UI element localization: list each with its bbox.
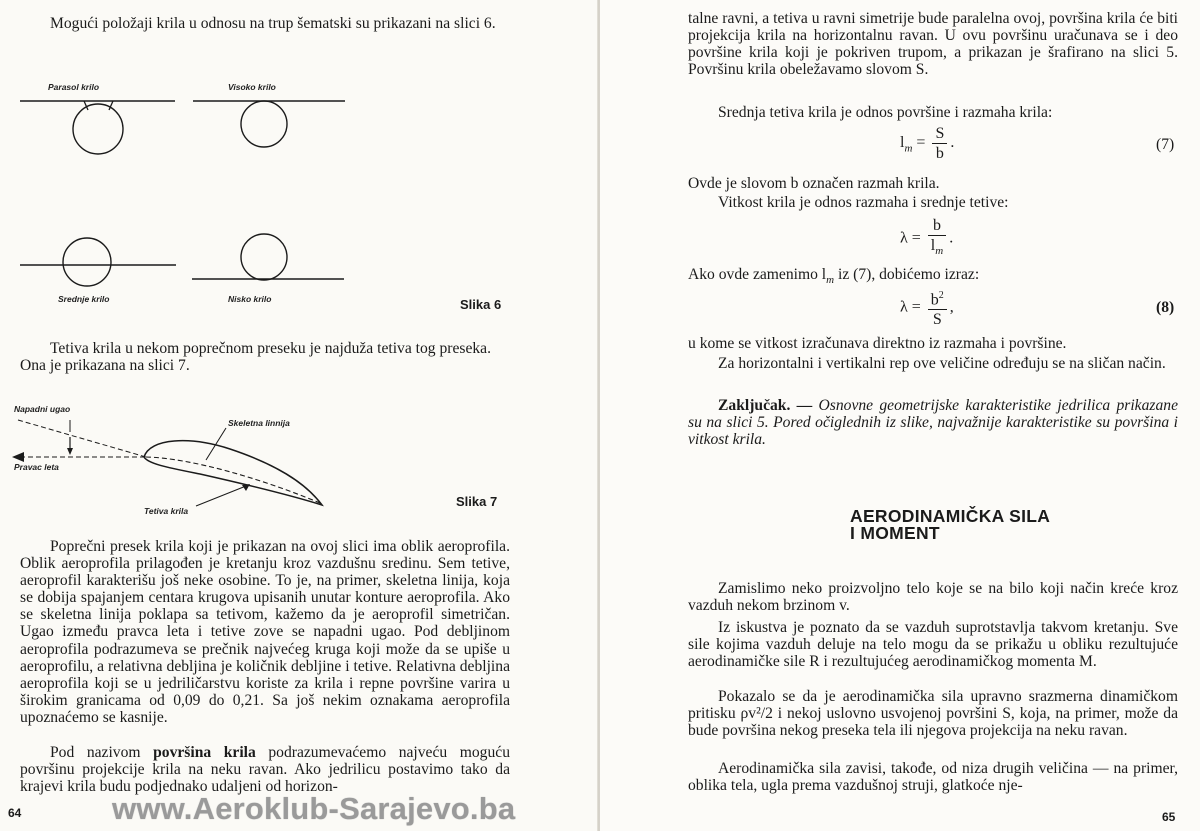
equals-sign: =: [911, 298, 921, 316]
label-skeletna-linija: Skeletna linnija: [228, 418, 290, 428]
u-kome-paragraph: u kome se vitkost izračunava direktno iz razmaha i površine.: [688, 335, 1067, 352]
term-povrsina-krila: površina krila: [153, 744, 256, 761]
airfoil-diagram: [0, 0, 360, 540]
srednja-tetiva-paragraph: Srednja tetiva krila je odnos površine i razmaha krila:: [718, 104, 1053, 121]
page-number-right: 65: [1162, 810, 1176, 824]
povrsina-krila-paragraph: [20, 744, 510, 795]
label-tetiva-krila: Tetiva krila: [144, 506, 189, 516]
formula-punct: .: [950, 134, 955, 152]
figure-6-caption: Slika 6: [460, 297, 502, 312]
page-number-left: 64: [8, 806, 22, 820]
zamislimo-paragraph: Zamislimo neko proizvoljno telo koje se na bilo koji način kreće kroz vazduh nekom brzinom v.: [688, 580, 1178, 615]
pokazalo-paragraph: Pokazalo se da je aerodinamička sila upravno srazmerna dinamičkom pritisku ρv²/2 i nekoj uslovno usvojenoj površini S, koja, na primer, može da bude površina nekog preseka tela ili njegova projekcija na neku ravan.: [688, 688, 1178, 740]
figure-7-caption: Slika 7: [456, 494, 498, 509]
equals-sign: =: [916, 134, 926, 152]
intro-paragraph: Mogući položaji krila u odnosu na trup šematski su prikazani na slici 6.: [50, 15, 496, 32]
aeroprofil-paragraph: Poprečni presek krila koji je prikazan na ovoj slici ima oblik aeroprofila. Oblik aeroprofila prilagođen je kretanju kroz vazdušnu sredinu. Sem tetive, aeroprofil karakterišu još neke osobine. To je, na primer, skeletna linija, koja se dobija spajanjem centara krugova upisanih unutar konture aeroprofila. Ako se skeletna linija poklapa sa tetivom, kažemo da je aeroprofil simetričan. Ugao između pravca leta i tetive zove se napadni ugao. Pod debljinom aeroprofila podrazumeva se prečnik najvećeg kruga koji može da se upiše u aeroprofilu, a relativna debljina je količnik debljine i tetive. Relativna debljina aeroprofila koji se u jedriličarstvu koriste za krila i repne površine varira u širokim granicama od 0,09 do 0,21. Sa još nekim oznakama aeroprofila upoznaćemo se kasnije.: [20, 538, 510, 726]
formula-lhs: λ: [900, 298, 908, 316]
equation-number-7: (7): [1156, 136, 1175, 153]
equation-number-8: (8): [1156, 299, 1175, 316]
fraction-numerator: [928, 286, 947, 310]
section-heading: [850, 508, 1050, 542]
text-segment: iz (7), dobićemo izraz:: [834, 266, 980, 283]
fraction-denominator: [928, 236, 946, 261]
fraction-denominator: S: [932, 311, 942, 329]
continued-paragraph: talne ravni, a tetiva u ravni simetrije bude paralelna ovoj, površina krila će biti projekcija krila na horizontalnu ravan. U ovu površinu uračunava se i deo površine krila koji je pokriven trupom, a prikazan je šrafirano na slici 5. Površinu krila obeležavamo slovom S.: [688, 10, 1178, 79]
formula-subscript: m: [904, 142, 913, 155]
fraction: [932, 124, 947, 163]
formula-7: [900, 124, 954, 163]
formula-lhs: l: [900, 134, 905, 152]
formula-punct: .: [949, 229, 954, 247]
zakljucak-paragraph: [688, 397, 1178, 448]
right-page: [600, 0, 1200, 831]
formula-punct: ,: [949, 298, 954, 316]
subscript: m: [826, 274, 835, 287]
zavisi-paragraph: Aerodinamička sila zavisi, takođe, od niza drugih veličina — na primer, oblika tela, ugla prema vazdušnoj struji, glatkoće nje-: [688, 760, 1178, 795]
den-subscript: m: [935, 245, 944, 258]
fraction-denominator: b: [935, 145, 944, 162]
label-srednje-krilo: Srednje krilo: [58, 294, 110, 304]
formula-vitkost: [900, 216, 953, 261]
text-segment: podrazumevaćemo najveću moguću površinu projekcije krila na neku ravan. Ako jedrilicu postavimo tako da krajevi krila budu podjednako udaljeni od horizon-: [20, 744, 510, 796]
label-pravac-leta: Pravac leta: [14, 462, 59, 472]
heading-line-1: AERODINAMIČKA SILA: [850, 506, 1051, 526]
watermark: www.Aeroklub-Sarajevo.ba: [112, 791, 516, 826]
vitkost-paragraph: Vitkost krila je odnos razmaha i srednje tetive:: [718, 194, 1009, 211]
text-segment: Pod nazivom: [50, 744, 154, 761]
num-superscript: 2: [938, 290, 944, 301]
formula-lhs: λ: [900, 229, 908, 247]
fraction: [928, 286, 947, 329]
num-symbol: b: [930, 291, 939, 309]
den-symbol: l: [930, 237, 936, 254]
left-page: [0, 0, 598, 831]
iskustva-paragraph: Iz iskustva je poznato da se vazduh suprotstavlja takvom kretanju. Sve sile kojima vazduh deluje na telo mogu da se prikažu u obliku rezultujuće aerodinamičke sile R i rezultujućeg aerodinamičkog momenta M.: [688, 619, 1178, 671]
zakljucak-text: Osnovne geometrijske karakteristike jedrilica prikazane su na slici 5. Pored očiglednih iz slike, najvažnije karakteristike su površina i vitkost krila.: [688, 397, 1178, 449]
label-visoko-krilo: Visoko krilo: [228, 82, 276, 92]
label-parasol-krilo: Parasol krilo: [48, 82, 100, 92]
label-napadni-ugao: Napadni ugao: [14, 404, 71, 414]
equals-sign: =: [911, 229, 921, 247]
rep-paragraph: Za horizontalni i vertikalni rep ove veličine određuju se na sličan način.: [718, 355, 1166, 372]
zakljucak-label: Zaključak. —: [718, 397, 813, 414]
fraction: [928, 216, 946, 261]
formula-8: [900, 286, 954, 329]
label-nisko-krilo: Nisko krilo: [228, 294, 272, 304]
text-segment: Ako ovde zamenimo l: [688, 266, 827, 283]
fraction-numerator: S: [932, 124, 947, 144]
heading-line-2: I MOMENT: [850, 523, 940, 543]
fraction-numerator: b: [928, 216, 946, 236]
tetiva-paragraph: Tetiva krila u nekom poprečnom preseku je najduža tetiva tog preseka. Ona je prikazana na slici 7.: [20, 340, 492, 375]
ovde-paragraph: Ovde je slovom b označen razmah krila.: [688, 175, 940, 192]
